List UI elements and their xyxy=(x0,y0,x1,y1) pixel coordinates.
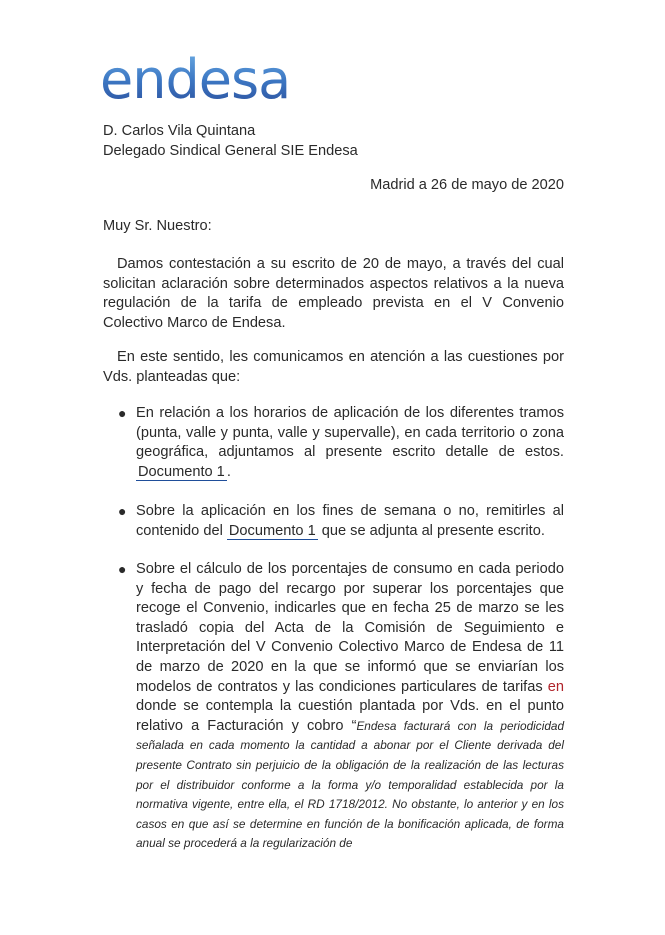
paragraph-context xyxy=(103,348,564,387)
highlighted-word: en xyxy=(547,678,564,695)
list-item: ● Sobre el cálculo de los porcentajes de consumo en cada periodo y fecha de pago del recargo por superar los porcentajes que recoge el Convenio, indicarles que en fecha 25 de marzo se les trasladó copia del Acta de la Comisión de Seguimiento e Interpretación del V Convenio Colectivo Marco de Endesa de 11 de marzo de 2020 en la que se informó que se enviarían los modelos de contratos y las condiciones particulares de tarifas en donde se contempla la cuestión plantada por Vds. en el punto relativo a Facturación y cobro “Endesa facturará con la periodicidad señalada en cada momento la cantidad a abonar por el Cliente derivada del presente Contrato sin perjuicio de la obligación de la realización de las lecturas por el distribuidor conforme a la forma y/o temporalidad establecida por la normativa vigente, entre ella, el RD 1718/2012. No obstante, lo anterior y en los casos en que así se determine en función de la bonificación aplicada, de forma anual se procederá a la regularización de xyxy=(118,561,564,851)
letter-date: Madrid a 26 de mayo de 2020 xyxy=(370,177,564,193)
addressee-title: Delegado Sindical General SIE Endesa xyxy=(103,143,358,159)
addressee-block xyxy=(103,121,358,161)
list-item: ● En relación a los horarios de aplicación de los diferentes tramos (punta, valle y punta, valle y supervalle), en cada territorio o zona geográfica, adjuntamos al presente escrito detalle de estos. Documento 1 . xyxy=(118,405,564,480)
bullet-icon: ● xyxy=(118,405,127,421)
bullet-icon: ● xyxy=(118,561,127,577)
paragraph-context-text: En este sentido, les comunicamos en atención a las cuestiones por Vds. planteadas que: xyxy=(103,349,564,385)
paragraph-intro xyxy=(103,255,564,333)
greeting: Muy Sr. Nuestro: xyxy=(103,218,212,234)
list-item: ● Sobre la aplicación en los fines de semana o no, remitirles al contenido del Documento 1 que se adjunta al presente escrito. xyxy=(118,503,564,539)
contract-quote: Endesa facturará con la periodicidad señalada en cada momento la cantidad a abonar por el Cliente derivada del presente Contrato sin perjuicio de la obligación de la realización de las lecturas por el distribuidor conforme a la forma y/o temporalidad establecida por la normativa vigente, entre ella, el RD 1718/2012. No obstante, lo anterior y en los casos en que así se determine en función de la bonificación aplicada, de forma anual se procederá a la regularización de xyxy=(136,718,564,851)
document-reference-link[interactable]: Documento 1 xyxy=(228,522,316,539)
bullet-icon: ● xyxy=(118,503,127,519)
paragraph-intro-text: Damos contestación a su escrito de 20 de mayo, a través del cual solicitan aclaración sobre determinados aspectos relativos a la nueva regulación de la tarifa de empleado prevista en el V Convenio Colectivo Marco de Endesa. xyxy=(103,256,564,331)
addressee-name: D. Carlos Vila Quintana xyxy=(103,123,256,139)
document-reference-link[interactable]: Documento 1 xyxy=(138,463,225,480)
logo-text: endesa xyxy=(100,50,291,110)
endesa-logo xyxy=(100,50,330,110)
